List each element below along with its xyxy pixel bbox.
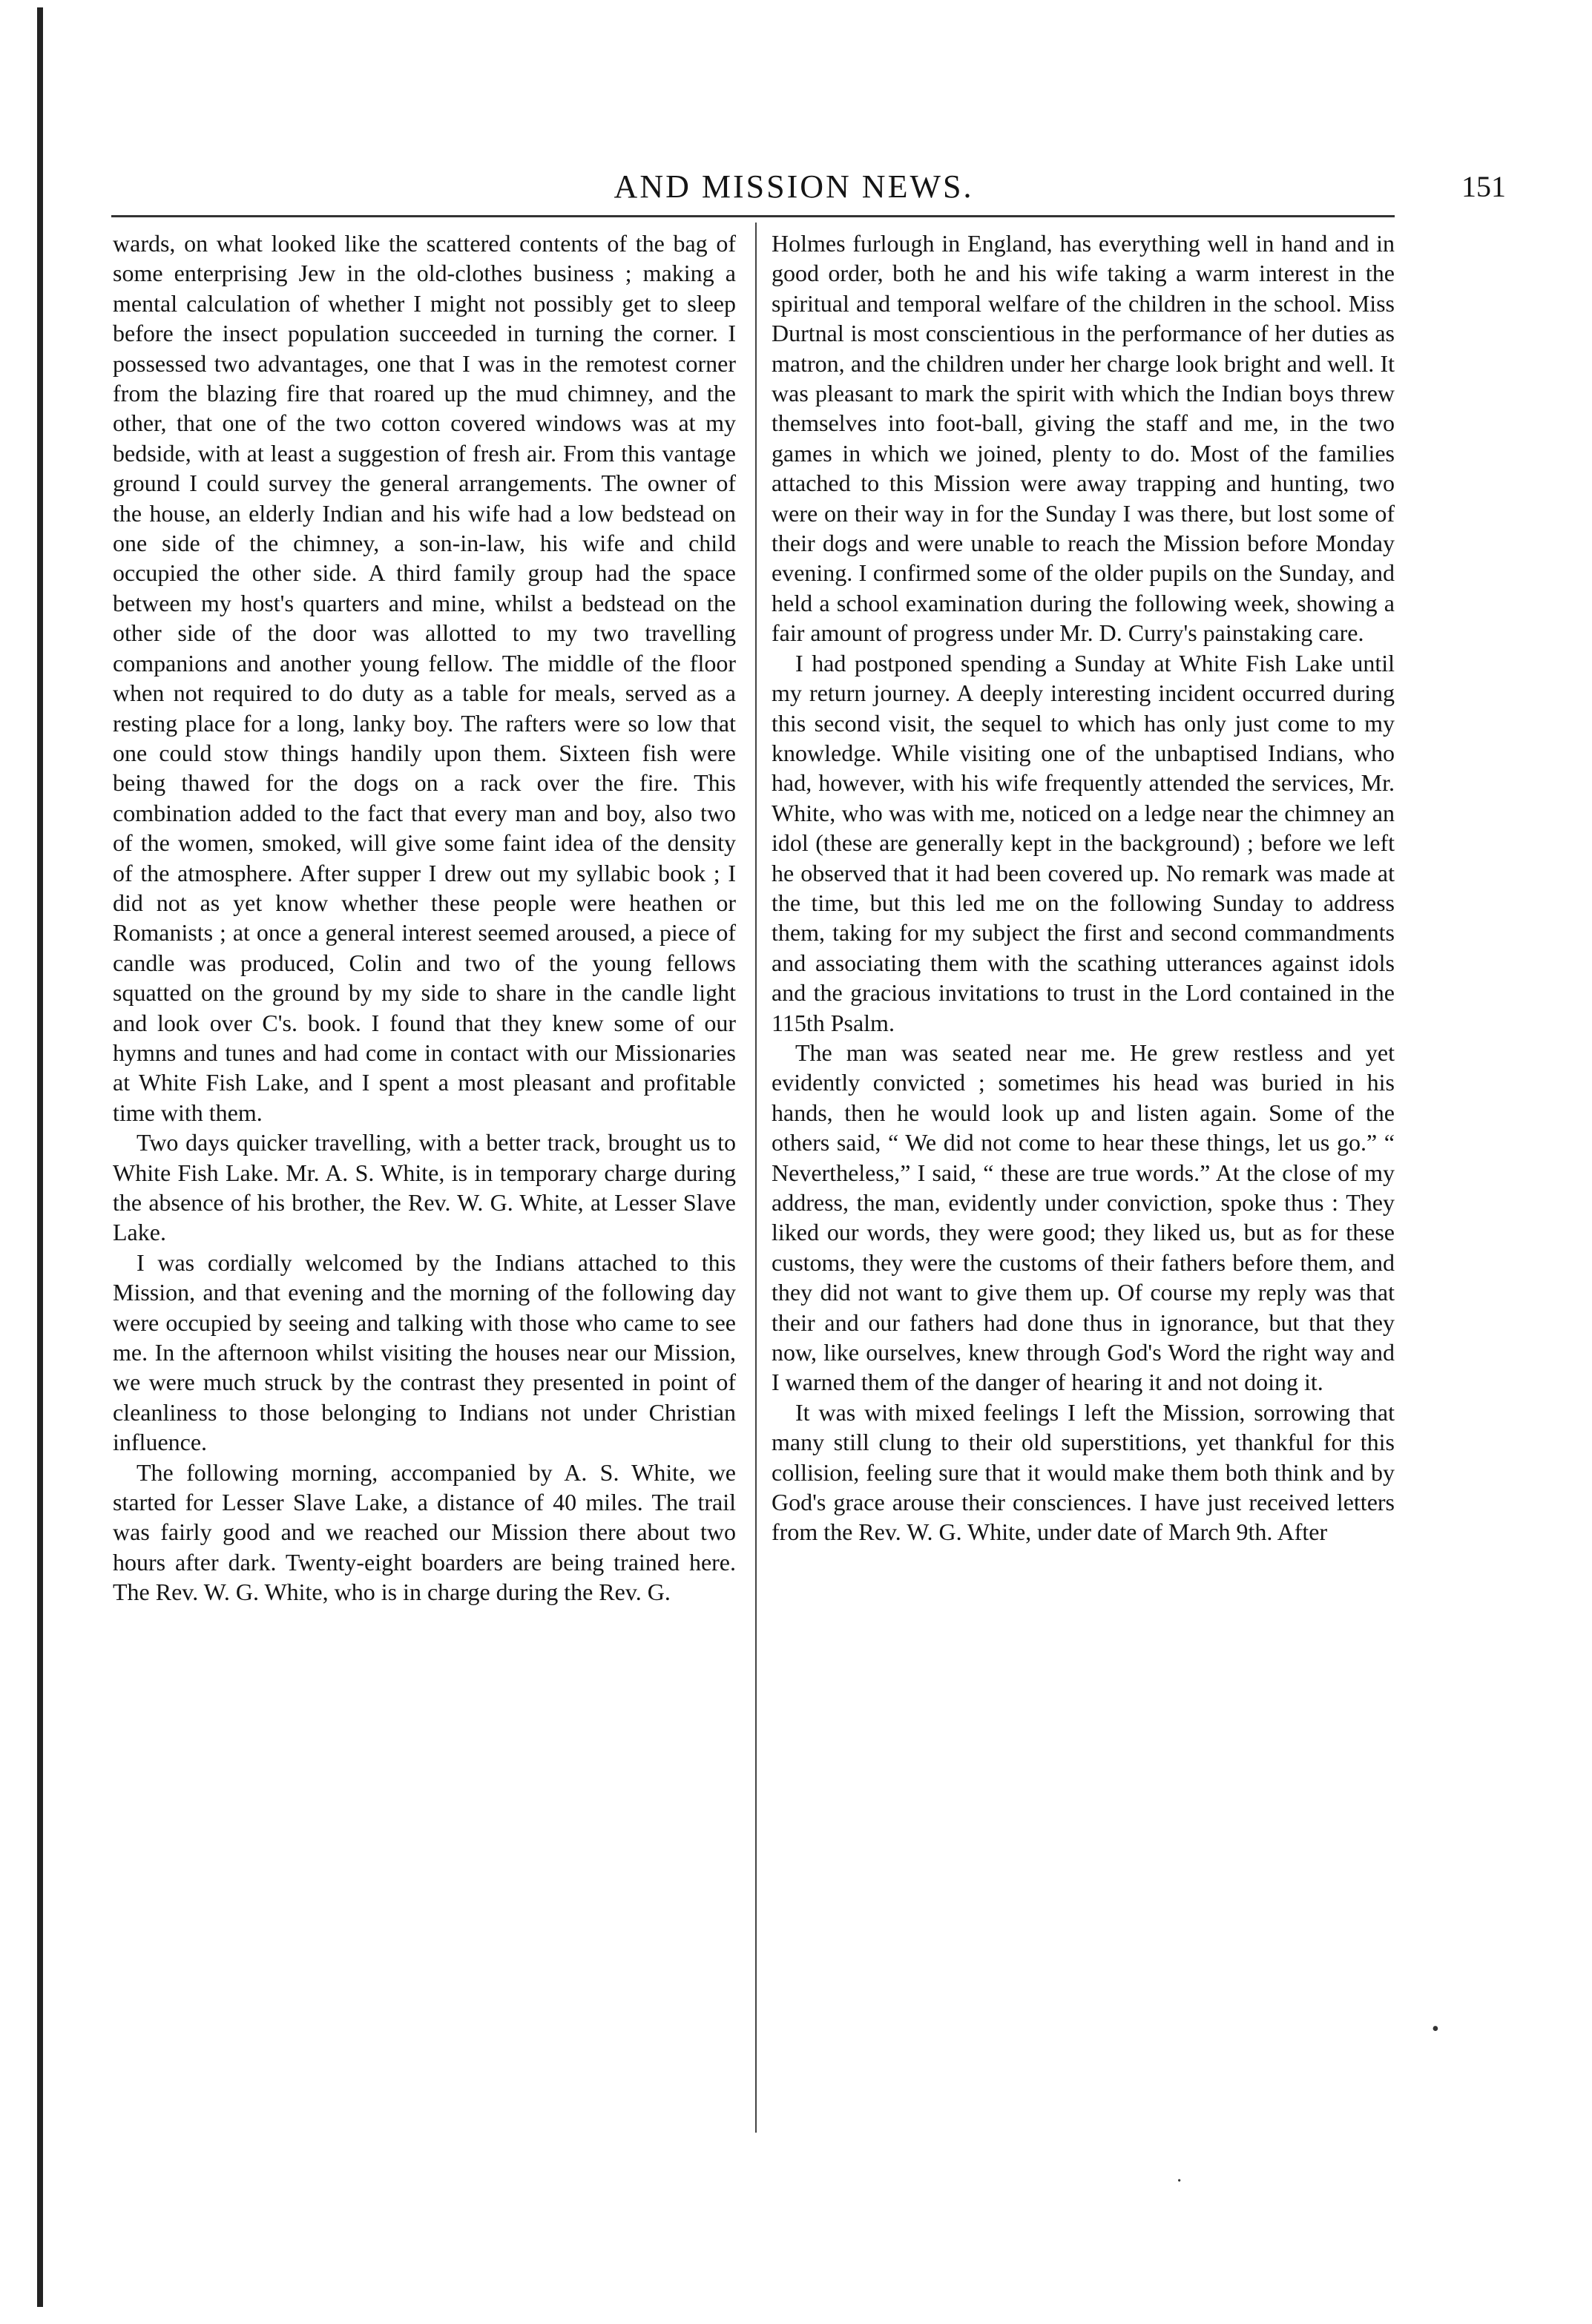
running-title: AND MISSION NEWS. [614, 168, 974, 205]
column-divider [755, 223, 757, 2133]
paragraph: It was with mixed feelings I left the Mission, sorrowing that many still clung to their old superstitions, yet thankful for this collision, feeling sure that it would make them both think and by God's grace arouse their consciences. I have just received letters from the Rev. W. G. White, under date of March 9th. After [772, 1398, 1395, 1546]
page-binding-edge [37, 7, 43, 2307]
page-number: 151 [1461, 170, 1506, 203]
paragraph: Holmes furlough in England, has everything well in hand and in good order, both he and his wife taking a warm interest in the spiritual and temporal welfare of the children in the school. Miss Durtnal is most conscientious in the performance of her duties as matron, and the children under her charge look bright and well. It was pleasant to mark the spirit with which the Indian boys threw themselves into foot-ball, giving the staff and me, in the two games in which we joined, plenty to do. Most of the families attached to this Mission were away trapping and hunting, two were on their way in for the Sunday I was there, but lost some of their dogs and were unable to reach the Mission before Monday evening. I confirmed some of the older pupils on the Sunday, and held a school examination during the following week, showing a fair amount of progress under Mr. D. Curry's painstaking care. [772, 230, 1395, 647]
left-column [113, 228, 736, 1607]
print-speck: · [1176, 2170, 1183, 2193]
print-speck: • [1432, 2018, 1439, 2041]
paragraph: I had postponed spending a Sunday at White Fish Lake until my return journey. A deeply interesting incident occurred during this second visit, the sequel to which has only just come to my knowledge. While visiting one of the unbaptised Indians, who had, however, with his wife frequently attended the services, Mr. White, who was with me, noticed on a ledge near the chimney an idol (these are generally kept in the background) ; before we left he observed that it had been covered up. No remark was made at the time, but this led me on the following Sunday to address them, taking for my subject the first and second commandments and associating them with the scathing utterances against idols and the gracious invitations to trust in the Lord contained in the 115th Psalm. [772, 649, 1395, 1036]
running-header [111, 165, 1506, 209]
header-rule [111, 215, 1395, 217]
paragraph: The following morning, accompanied by A. S. White, we started for Lesser Slave Lake, a distance of 40 miles. The trail was fairly good and we reached our Mission there about two hours after dark. Twenty-eight boarders are being trained here. The Rev. W. G. White, who is in charge during the Rev. G. [113, 1458, 736, 1606]
paragraph: The man was seated near me. He grew restless and yet evidently convicted ; sometimes his head was buried in his hands, then he would look up and listen again. Some of the others said, “ We did not come to hear these things, let us go.” “ Nevertheless,” I said, “ these are true words.” At the close of my address, the man, evidently under conviction, spoke thus : They liked our words, they were good; they liked us, but as for these customs, they were the customs of their fathers before them, and they did not want to give them up. Of course my reply was that their and our fathers had done thus in ignorance, but that they now, like ourselves, knew through God's Word the right way and I warned them of the danger of hearing it and not doing it. [772, 1038, 1395, 1396]
paragraph: Two days quicker travelling, with a better track, brought us to White Fish Lake. Mr. A. S. White, is in temporary charge during the absence of his brother, the Rev. W. G. White, at Lesser Slave Lake. [113, 1129, 736, 1246]
right-column [772, 228, 1395, 1547]
paragraph: I was cordially welcomed by the Indians attached to this Mission, and that evening and the morning of the following day were occupied by seeing and talking with those who came to see me. In the afternoon whilst visiting the houses near our Mission, we were much struck by the contrast they presented in point of cleanliness to those belonging to Indians not under Christian influence. [113, 1248, 736, 1456]
paragraph: wards, on what looked like the scattered contents of the bag of some enterprising Jew in the old-clothes business ; making a mental calculation of whether I might not possibly get to sleep before the insect population succeeded in turning the corner. I possessed two advantages, one that I was in the remotest corner from the blazing fire that roared up the mud chimney, and the other, that one of the two cotton covered windows was at my bedside, with at least a suggestion of fresh air. From this vantage ground I could survey the general arrangements. The owner of the house, an elderly Indian and his wife had a low bedstead on one side of the chimney, a son-in-law, his wife and child occupied the other side. A third family group had the space between my host's quarters and mine, whilst a bedstead on the other side of the door was allotted to my two travelling companions and another young fellow. The middle of the floor when not required to do duty as a table for meals, served as a resting place for a long, lanky boy. The rafters were so low that one could stow things handily upon them. Sixteen fish were being thawed for the dogs on a rack over the fire. This combination added to the fact that every man and boy, also two of the women, smoked, will give some faint idea of the density of the atmosphere. After supper I drew out my syllabic book ; I did not as yet know whether these people were heathen or Romanists ; at once a general interest seemed aroused, a piece of candle was produced, Colin and two of the young fellows squatted on the ground by my side to share in the candle light and look over C's. book. I found that they knew some of our hymns and tunes and had come in contact with our Missionaries at White Fish Lake, and I spent a most pleasant and profitable time with them. [113, 230, 736, 1126]
